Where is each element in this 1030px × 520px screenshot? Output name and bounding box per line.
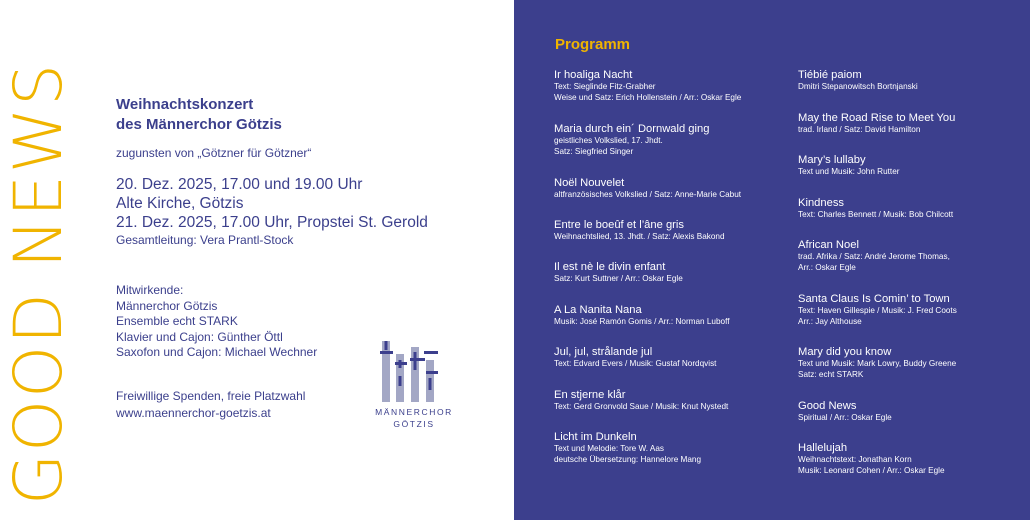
- program-item: [798, 441, 945, 476]
- program-item: [798, 111, 955, 136]
- program-heading: Programm: [555, 36, 631, 53]
- song-title: Hallelujah: [798, 442, 848, 454]
- song-credit: Arr.: Jay Althouse: [798, 316, 862, 326]
- song-credit: trad. Irland / Satz: David Hamilton: [798, 125, 921, 134]
- song-credit: Arr.: Oskar Egle: [798, 262, 856, 272]
- song-title: Noël Nouvelet: [554, 177, 625, 189]
- song-credit: Weise und Satz: Erich Hollenstein / Arr.: Oskar Egle: [554, 92, 742, 102]
- song-title: Kindness: [798, 197, 845, 209]
- cover-title: GOOD NEWS: [0, 61, 77, 505]
- left-panel: [0, 0, 514, 520]
- song-credit: Spiritual / Arr.: Oskar Egle: [798, 413, 892, 422]
- song-credit: Text: Charles Bennett / Musik: Bob Chilcott: [798, 210, 954, 219]
- event-dates: [116, 175, 428, 232]
- date-2: 21. Dez. 2025, 17.00 Uhr, Propstei St. Gerold: [116, 214, 428, 231]
- song-credit: geistliches Volkslied, 17. Jhdt.: [554, 136, 663, 145]
- song-title: Licht im Dunkeln: [554, 431, 637, 443]
- program-item: [554, 122, 709, 157]
- song-title: Good News: [798, 400, 857, 412]
- program-item: [554, 430, 701, 465]
- song-credit: Dmitri Stepanowitsch Bortnjanski: [798, 82, 918, 91]
- song-credit: Text: Sieglinde Fitz-Grabher: [554, 82, 656, 91]
- song-title: En stjerne klår: [554, 389, 626, 401]
- beneficiary-text: zugunsten von „Götzner für Götzner“: [116, 146, 312, 160]
- song-credit: deutsche Übersetzung: Hannelore Mang: [554, 454, 702, 464]
- program-item: [554, 218, 725, 243]
- song-title: May the Road Rise to Meet You: [798, 112, 956, 124]
- conductor: Gesamtleitung: Vera Prantl-Stock: [116, 233, 294, 247]
- song-credit: Musik: José Ramón Gomis / Arr.: Norman Luboff: [554, 317, 730, 326]
- song-credit: Text: Haven Gillespie / Musik: J. Fred Coots: [798, 306, 957, 315]
- song-title: Tiébié paiom: [798, 69, 862, 81]
- program-item: [798, 238, 950, 273]
- program-item: [554, 303, 730, 328]
- participant: Ensemble echt STARK: [116, 314, 238, 328]
- website-link[interactable]: www.maennerchor-goetzis.at: [116, 406, 271, 420]
- program-item: [798, 292, 957, 327]
- song-title: Entre le boeûf et l’âne gris: [554, 219, 684, 231]
- song-credit: trad. Afrika / Satz: André Jerome Thomas,: [798, 252, 950, 261]
- program-item: [554, 345, 716, 370]
- program-item: [798, 153, 899, 178]
- concert-title-line1: Weihnachtskonzert: [116, 96, 254, 113]
- song-credit: Musik: Leonard Cohen / Arr.: Oskar Egle: [798, 465, 945, 475]
- song-credit: Text und Musik: John Rutter: [798, 167, 900, 176]
- program-item: [798, 399, 892, 424]
- program-panel: [514, 0, 1030, 520]
- donation-note: Freiwillige Spenden, freie Platzwahl: [116, 389, 306, 403]
- song-title: African Noel: [798, 239, 859, 251]
- song-credit: Text und Melodie: Tore W. Aas: [554, 444, 664, 453]
- program-item: [798, 345, 956, 380]
- participant: Männerchor Götzis: [116, 298, 218, 313]
- song-credit: Satz: Kurt Suttner / Arr.: Oskar Egle: [554, 274, 683, 283]
- song-credit: Text und Musik: Mark Lowry, Buddy Greene: [798, 359, 957, 368]
- logo-name: MÄNNERCHOR: [375, 407, 453, 417]
- participants-label: Mitwirkende:: [116, 283, 184, 297]
- program-item: [554, 260, 683, 285]
- song-title: Il est nè le divin enfant: [554, 261, 666, 273]
- song-credit: Text: Gerd Gronvold Saue / Musik: Knut Nystedt: [554, 402, 729, 411]
- participant: Saxofon und Cajon: Michael Wechner: [116, 345, 318, 359]
- program-item: [798, 68, 918, 93]
- song-credit: Text: Edvard Evers / Musik: Gustaf Nordqvist: [554, 359, 717, 368]
- program-item: [554, 176, 741, 201]
- song-credit: altfranzösisches Volkslied / Satz: Anne-Marie Cabut: [554, 190, 742, 199]
- program-item: [554, 388, 728, 413]
- song-credit: Weihnachtslied, 13. Jhdt. / Satz: Alexis Bakond: [554, 232, 725, 241]
- venue-1: Alte Kirche, Götzis: [116, 195, 244, 212]
- participants: [116, 283, 317, 361]
- date-1: 20. Dez. 2025, 17.00 und 19.00 Uhr: [116, 176, 363, 193]
- song-title: Santa Claus Is Comin’ to Town: [798, 293, 950, 305]
- concert-title: [116, 95, 282, 135]
- concert-title-line2: des Männerchor Götzis: [116, 116, 282, 133]
- song-credit: Satz: echt STARK: [798, 369, 864, 379]
- song-title: Maria durch ein´ Dornwald ging: [554, 123, 710, 135]
- song-credit: Satz: Siegfried Singer: [554, 146, 634, 156]
- song-title: Ir hoaliga Nacht: [554, 69, 633, 81]
- song-title: Mary’s lullaby: [798, 154, 866, 166]
- participant: Klavier und Cajon: Günther Öttl: [116, 329, 283, 344]
- song-credit: Weihnachtstext: Jonathan Korn: [798, 455, 912, 464]
- logo-place: GÖTZIS: [393, 419, 435, 429]
- song-title: Mary did you know: [798, 346, 892, 358]
- song-title: A La Nanita Nana: [554, 304, 642, 316]
- program-item: [798, 196, 953, 221]
- footer-info: [116, 388, 305, 422]
- song-title: Jul, jul, strålande jul: [554, 346, 653, 358]
- program-item: [554, 68, 741, 103]
